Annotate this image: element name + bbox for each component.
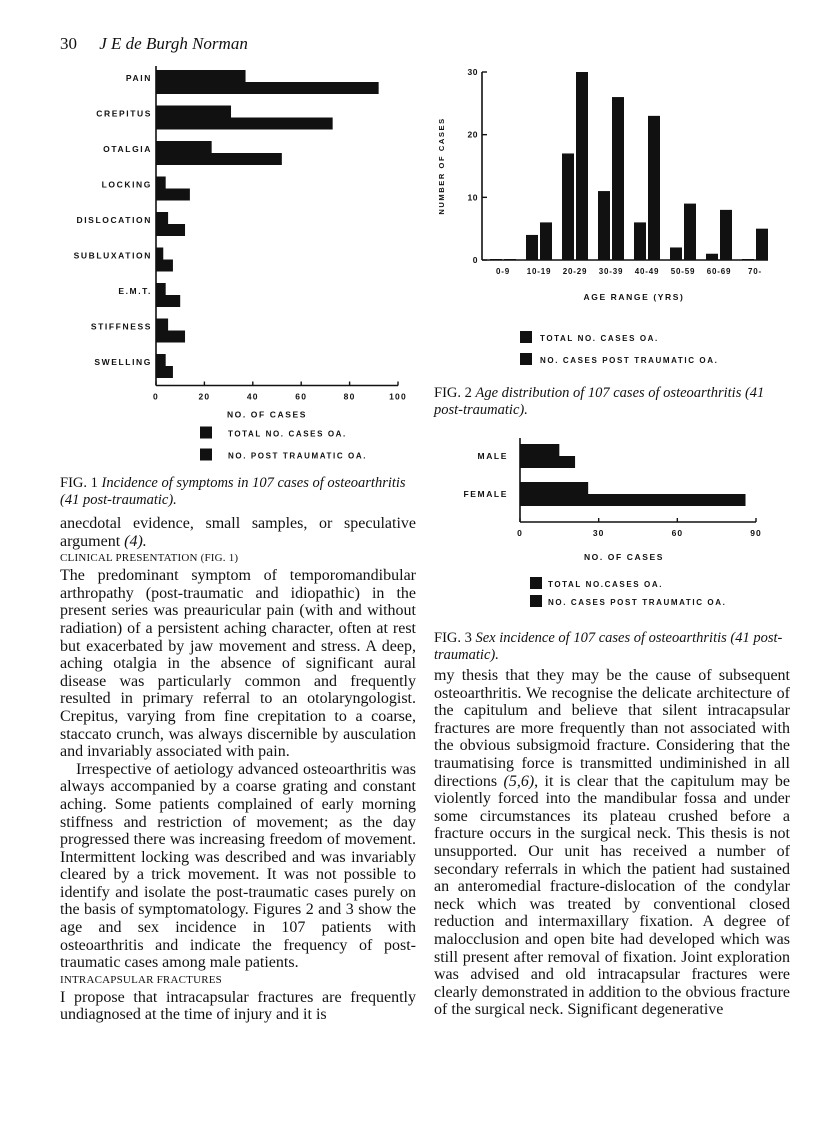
legend-label: TOTAL NO.CASES OA. [548,580,664,589]
y-tick-label: 30 [467,67,478,77]
figure-3-label: FIG. 3 [434,630,472,646]
section-heading-intracapsular: INTRACAPSULAR FRACTURES [60,973,222,986]
bar-total [756,229,768,260]
figure-3-chart [432,436,792,616]
bar-post-traumatic [156,177,166,189]
figure-3-caption-text: Sex incidence of 107 cases of osteoarthritis (41 post-traumatic). [434,630,783,663]
category-label: OTALGIA [103,144,152,154]
bar-total [156,331,185,343]
bar-post-traumatic [634,222,646,260]
x-tick-label: 0 [153,391,159,402]
x-tick-label: 20 [198,391,211,402]
bar-total [156,189,190,201]
paragraph-intro-end: anecdotal evidence, small samples, or speculative argument (4). [60,515,416,550]
figure-1-caption-text: Incidence of symptoms in 107 cases of osteoarthritis (41 post-traumatic). [60,475,406,508]
x-tick-label: 40-49 [634,267,660,276]
figure-2-caption-text: Age distribution of 107 cases of osteoarthritis (41 post-traumatic). [434,385,765,418]
paragraph-thesis: my thesis that they may be the cause of subsequent osteoarthritis. We recognise the delicate architecture of the capitulum and believe that silent intracapsular fractures are more frequently than not associated with the obvious subsigmoid fracture. Considering that the traumatising force is transmitted undiminished in all directions (5,6), it is clear that the capitulum may be violently forced into the mandibular fossa and under some circumstances its plateau crushed before a fracture occurs in the surgical neck. This thesis is not unsupported. Our unit has received a number of secondary referrals in which the patient had sustained an anteromedial fracture-dislocation of the condylar neck which was treated by conventional closed reduction and intermaxillary fixation. A degree of malocclusion and open bite had developed which was still present after removal of fixation. Joint exploration was advised and old intracapsular fractures were clearly demonstrated in addition to the obvious fracture of the surgical neck. Significant degenerative [434,667,791,1019]
legend-label: NO. CASES POST TRAUMATIC OA. [540,356,719,365]
bar-total [156,295,180,307]
bar-post-traumatic [520,444,559,456]
legend-swatch [530,595,542,607]
category-label: SWELLING [94,357,152,367]
legend-swatch [200,427,212,439]
figure-2-label: FIG. 2 [434,385,472,401]
bar-post-traumatic [742,259,754,260]
bar-total [156,82,379,94]
paragraph-clinical-1: The predominant symptom of temporomandibular arthropathy (post-traumatic and idiopathic) in the present series was preauricular pain (with and without radiation) of a persistent aching character, often at rest but exacerbated by jaw movement and stress. A deep, aching otalgia in the absence of significant aural disease was particularly common and frequently resulted in primary referral to an otolaryngologist. Crepitus, varying from fine crepitation to a coarse, staccato crunch, was always discernible by ausculation and invariably associated with pain. [60,567,416,761]
x-tick-label: 100 [389,391,407,402]
x-axis-title: AGE RANGE (YRS) [583,292,685,302]
bar-total [520,494,746,506]
bar-post-traumatic [706,254,718,260]
x-tick-label: 60-69 [706,267,732,276]
legend-label: TOTAL NO. CASES OA. [540,334,659,343]
category-label: PAIN [125,73,152,83]
bar-total [504,259,516,260]
bar-total [720,210,732,260]
bar-post-traumatic [526,235,538,260]
left-text-column [60,515,416,1024]
page-number: 30 [60,34,77,53]
bar-total [648,116,660,260]
x-tick-label: 80 [343,391,356,402]
citation-ref: (4). [124,532,147,550]
x-tick-label: 0-9 [496,267,510,276]
x-axis-title: NO. OF CASES [583,552,665,562]
legend-swatch [520,353,532,365]
y-axis-title: NUMBER OF CASES [437,117,446,215]
legend-swatch [520,331,532,343]
legend-swatch [200,449,212,461]
category-label: DISLOCATION [76,215,152,225]
y-tick-label: 0 [472,255,478,265]
legend-swatch [530,577,542,589]
bar-post-traumatic [562,153,574,260]
legend-label: NO. CASES POST TRAUMATIC OA. [548,598,727,607]
category-label: E.M.T. [118,286,152,296]
figure-1-label: FIG. 1 [60,475,98,491]
bar-total [156,224,185,236]
bar-post-traumatic [490,259,502,260]
bar-post-traumatic [156,248,163,260]
figure-3-caption [434,630,790,664]
y-tick-label: 10 [467,192,478,203]
x-tick-label: 0 [517,528,523,538]
bar-post-traumatic [156,212,168,224]
x-tick-label: 30-39 [598,267,624,276]
category-label: LOCKING [101,179,152,190]
bar-total [156,366,173,378]
x-tick-label: 20-29 [562,267,588,276]
bar-total [576,72,588,260]
x-tick-label: 60 [295,391,308,402]
x-tick-label: 50-59 [670,267,696,276]
right-text-column [434,667,790,1019]
category-label: CREPITUS [96,108,152,119]
bar-post-traumatic [156,319,168,331]
x-axis-title: NO. OF CASES [226,409,308,420]
figure-2-caption [434,385,790,419]
figure-1-chart [60,60,420,470]
x-tick-label: 10-19 [526,267,552,276]
citation-ref: (5,6) [503,772,535,790]
bar-total [684,204,696,260]
y-tick-label: 20 [467,129,478,140]
bar-total [612,97,624,260]
bar-post-traumatic [670,247,682,260]
bar-post-traumatic [156,70,246,82]
bar-post-traumatic [156,283,166,295]
running-header [60,34,248,54]
legend-label: TOTAL NO. CASES OA. [228,429,347,439]
bar-post-traumatic [598,191,610,260]
category-label: MALE [477,451,508,461]
bar-total [156,260,173,272]
bar-post-traumatic [156,354,166,366]
bar-total [156,118,333,130]
bar-total [540,222,552,260]
paragraph-intracapsular-1: I propose that intracapsular fractures are frequently undiagnosed at the time of injury and it is [60,988,416,1024]
bar-total [520,456,575,468]
bar-post-traumatic [520,482,588,494]
x-tick-label: 60 [671,528,684,538]
bar-post-traumatic [156,106,231,118]
category-label: STIFFNESS [90,321,152,332]
category-label: SUBLUXATION [73,250,152,261]
author-name: J E de Burgh Norman [99,34,248,53]
x-tick-label: 90 [750,528,762,538]
x-tick-label: 70- [748,267,762,276]
bar-post-traumatic [156,141,212,153]
figure-1-caption [60,475,416,509]
legend-label: NO. POST TRAUMATIC OA. [228,451,368,461]
x-tick-label: 40 [246,391,259,402]
bar-total [156,153,282,165]
x-tick-label: 30 [592,528,605,538]
figure-2-chart [432,60,792,380]
category-label: FEMALE [463,489,508,499]
section-heading-clinical: CLINICAL PRESENTATION (FIG. 1) [60,552,239,565]
paragraph-clinical-2: Irrespective of aetiology advanced osteoarthritis was always accompanied by a coarse grating and constant aching. Some patients complained of early morning stiffness and restriction of movement; as the day progressed there was increasing freedom of movement. Intermittent locking was described and was invariably cleared by a trick movement. It was not possible to identify and isolate the post-traumatic cases purely on the basis of symptomatology. Figures 2 and 3 show the age and sex incidence in 107 patients with osteoarthritis and indicate the frequency of post-traumatic cases among male patients. [60,760,416,972]
